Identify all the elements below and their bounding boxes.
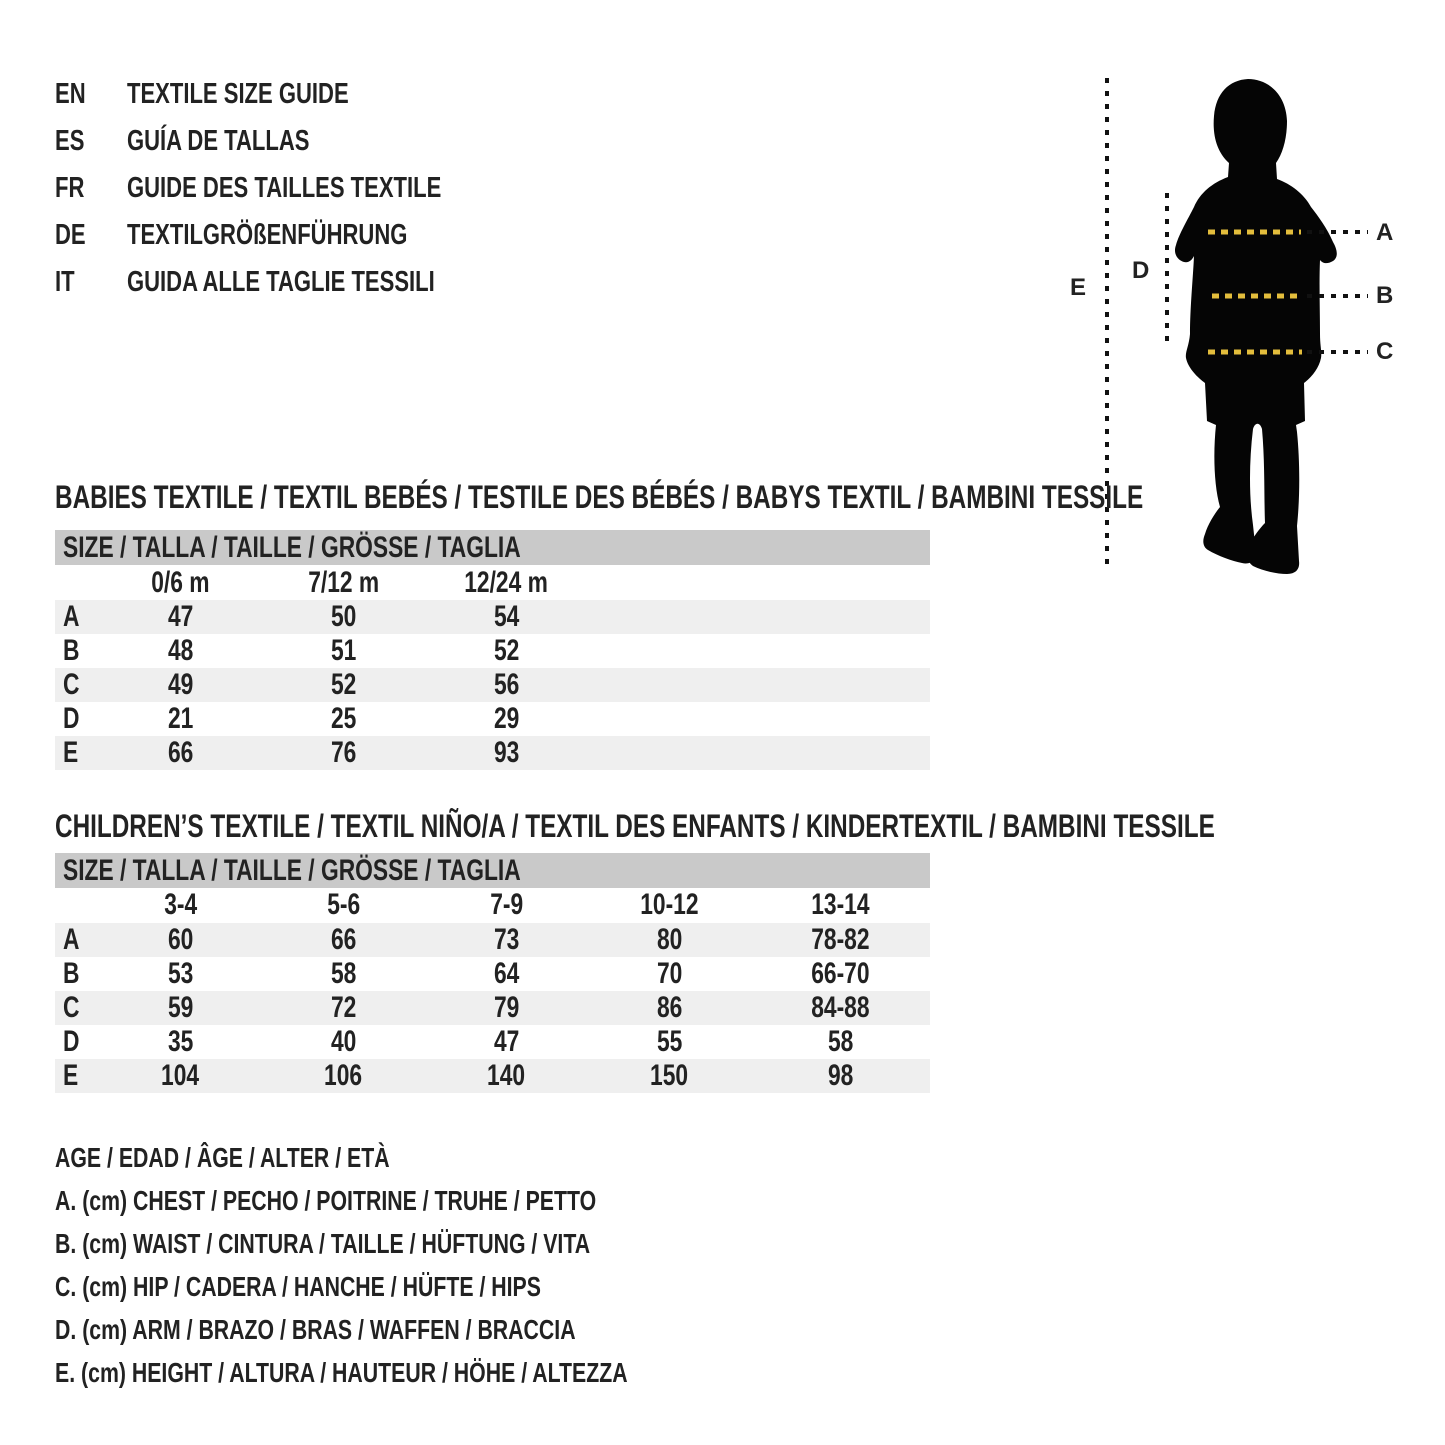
row-label: E [63, 736, 79, 769]
table-cell: 106 [324, 1059, 363, 1092]
table-cell: 47 [493, 1025, 520, 1058]
table-cell: 76 [330, 736, 357, 769]
table-cell: 29 [493, 702, 520, 735]
column-header: 13-14 [811, 888, 870, 922]
table-row [55, 991, 930, 1025]
table-row [55, 600, 930, 634]
table-cell: 54 [493, 600, 520, 633]
table-cell: 98 [827, 1059, 854, 1092]
table-cell: 25 [330, 702, 357, 735]
column-header: 5-6 [327, 888, 360, 922]
language-row [55, 71, 541, 118]
table-cell: 93 [493, 736, 520, 769]
table-cell: 73 [493, 923, 520, 956]
table-cell: 66 [330, 923, 357, 956]
children-section-heading: CHILDREN’S TEXTILE / TEXTIL NIÑO/A / TEXTIL DES ENFANTS / KINDERTEXTIL / BAMBINI TESSILE [55, 808, 1215, 844]
table-cell: 60 [167, 923, 194, 956]
row-label: A [63, 600, 80, 633]
row-label: D [63, 702, 80, 735]
table-cell: 52 [330, 668, 357, 701]
table-cell: 55 [656, 1025, 683, 1058]
language-title: GUIDE DES TAILLES TEXTILE [127, 172, 442, 204]
language-title: TEXTILE SIZE GUIDE [127, 78, 349, 110]
table-cell: 50 [330, 600, 357, 633]
row-label: C [63, 668, 80, 701]
legend-line: A. (cm) CHEST / PECHO / POITRINE / TRUHE / PETTO [55, 1184, 597, 1216]
row-label: E [63, 1059, 79, 1092]
table-cell: 80 [656, 923, 683, 956]
table-row [55, 668, 930, 702]
table-cell: 78-82 [811, 923, 870, 956]
legend-line: AGE / EDAD / ÂGE / ALTER / ETÀ [55, 1141, 390, 1173]
measure-label-c: C [1376, 338, 1394, 365]
children-size-table [55, 853, 930, 1093]
table-cell: 40 [330, 1025, 357, 1058]
table-cell: 79 [493, 991, 520, 1024]
table-cell: 86 [656, 991, 683, 1024]
language-row [55, 118, 541, 165]
table-row [55, 923, 930, 957]
babies-section-heading: BABIES TEXTILE / TEXTIL BEBÉS / TESTILE DES BÉBÉS / BABYS TEXTIL / BAMBINI TESSILE [55, 479, 1144, 515]
table-cell: 59 [167, 991, 194, 1024]
table-cell: 70 [656, 957, 683, 990]
table-cell: 72 [330, 991, 357, 1024]
table-cell: 53 [167, 957, 194, 990]
table-cell: 58 [330, 957, 357, 990]
table-row [55, 1025, 930, 1059]
babies-age-header-row [55, 565, 930, 600]
legend-line: C. (cm) HIP / CADERA / HANCHE / HÜFTE / HIPS [55, 1270, 541, 1302]
babies-size-table [55, 530, 930, 770]
table-cell: 56 [493, 668, 520, 701]
language-title: GUIDA ALLE TAGLIE TESSILI [127, 266, 435, 298]
column-header: 10-12 [640, 888, 699, 922]
legend-line: D. (cm) ARM / BRAZO / BRAS / WAFFEN / BRACCIA [55, 1313, 576, 1345]
table-cell: 140 [487, 1059, 526, 1092]
column-header: 7-9 [490, 888, 523, 922]
measure-label-a: A [1376, 219, 1394, 246]
row-label: B [63, 634, 80, 667]
language-title: GUÍA DE TALLAS [127, 125, 310, 157]
size-header-bar: SIZE / TALLA / TAILLE / GRÖSSE / TAGLIA [55, 853, 930, 888]
table-cell: 49 [167, 668, 194, 701]
table-row [55, 634, 930, 668]
size-header-bar: SIZE / TALLA / TAILLE / GRÖSSE / TAGLIA [55, 530, 930, 565]
language-code: DE [55, 219, 86, 251]
row-label: C [63, 991, 80, 1024]
table-cell: 66-70 [811, 957, 870, 990]
measure-label-e: E [1070, 274, 1087, 301]
column-header: 12/24 m [464, 565, 549, 599]
children-age-header-row [55, 888, 930, 923]
column-header: 3-4 [164, 888, 197, 922]
measure-label-b: B [1376, 282, 1394, 309]
language-code: FR [55, 172, 85, 204]
legend-line: E. (cm) HEIGHT / ALTURA / HAUTEUR / HÖHE / ALTEZZA [55, 1356, 628, 1388]
table-cell: 51 [330, 634, 357, 667]
table-row [55, 702, 930, 736]
language-row [55, 165, 541, 212]
column-header: 7/12 m [308, 565, 379, 599]
legend-line: B. (cm) WAIST / CINTURA / TAILLE / HÜFTUNG / VITA [55, 1227, 591, 1259]
table-cell: 21 [167, 702, 194, 735]
table-row [55, 957, 930, 991]
table-cell: 35 [167, 1025, 194, 1058]
table-cell: 52 [493, 634, 520, 667]
row-label: A [63, 923, 80, 956]
table-cell: 84-88 [811, 991, 870, 1024]
table-cell: 64 [493, 957, 520, 990]
table-cell: 66 [167, 736, 194, 769]
measure-label-d: D [1132, 257, 1150, 284]
table-cell: 47 [167, 600, 194, 633]
table-row [55, 736, 930, 770]
language-code: EN [55, 78, 86, 110]
size-figure [1050, 60, 1445, 600]
table-cell: 150 [650, 1059, 689, 1092]
column-header: 0/6 m [151, 565, 210, 599]
language-title: TEXTILGRÖßENFÜHRUNG [127, 219, 408, 251]
language-row [55, 212, 541, 259]
language-code: ES [55, 125, 85, 157]
row-label: B [63, 957, 80, 990]
table-cell: 48 [167, 634, 194, 667]
measurement-legend [55, 1136, 808, 1394]
language-row [55, 259, 541, 306]
language-code: IT [55, 266, 75, 298]
row-label: D [63, 1025, 80, 1058]
table-row [55, 1059, 930, 1093]
table-cell: 58 [827, 1025, 854, 1058]
language-title-block [55, 71, 541, 306]
table-cell: 104 [161, 1059, 200, 1092]
